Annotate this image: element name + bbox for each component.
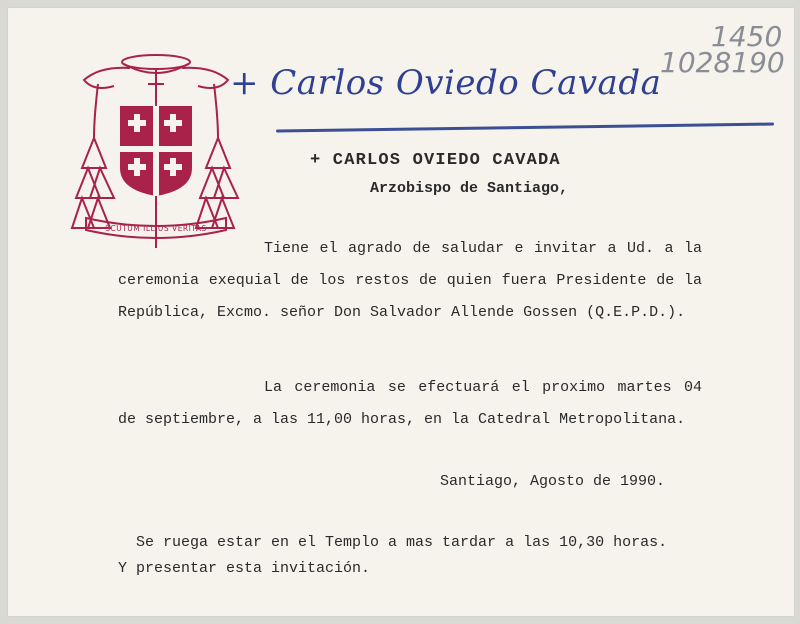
archive-number-bottom: 1028190 <box>660 46 785 79</box>
invitation-paragraph-1: Tiene el agrado de saludar e invitar a Ud. a la ceremonia exequial de los restos de quien fuera Presidente de la República, Excmo. señor Don Salvador Allende Gossen (Q.E.P.D.). <box>118 240 702 321</box>
handwritten-signature: + Carlos Oviedo Cavada <box>230 63 662 103</box>
signature-underline <box>276 123 774 133</box>
crest-motto: SCUTUM ILLIUS VERITAS <box>105 224 207 233</box>
attendance-note <box>118 530 667 582</box>
place-date: Santiago, Agosto de 1990. <box>440 473 666 490</box>
note-line-2: Y presentar esta invitación. <box>118 560 371 577</box>
sender-name: + CARLOS OVIEDO CAVADA <box>310 151 561 170</box>
invitation-card <box>8 8 794 616</box>
coat-of-arms-icon <box>64 48 248 254</box>
archive-number-top: 1450 <box>711 20 783 53</box>
note-line-1: Se ruega estar en el Templo a mas tardar a las 10,30 horas. <box>118 534 668 551</box>
sender-title: Arzobispo de Santiago, <box>370 180 569 197</box>
invitation-paragraph-2: La ceremonia se efectuará el proximo martes 04 de septiembre, a las 11,00 horas, en la Catedral Metropolitana. <box>118 379 702 428</box>
